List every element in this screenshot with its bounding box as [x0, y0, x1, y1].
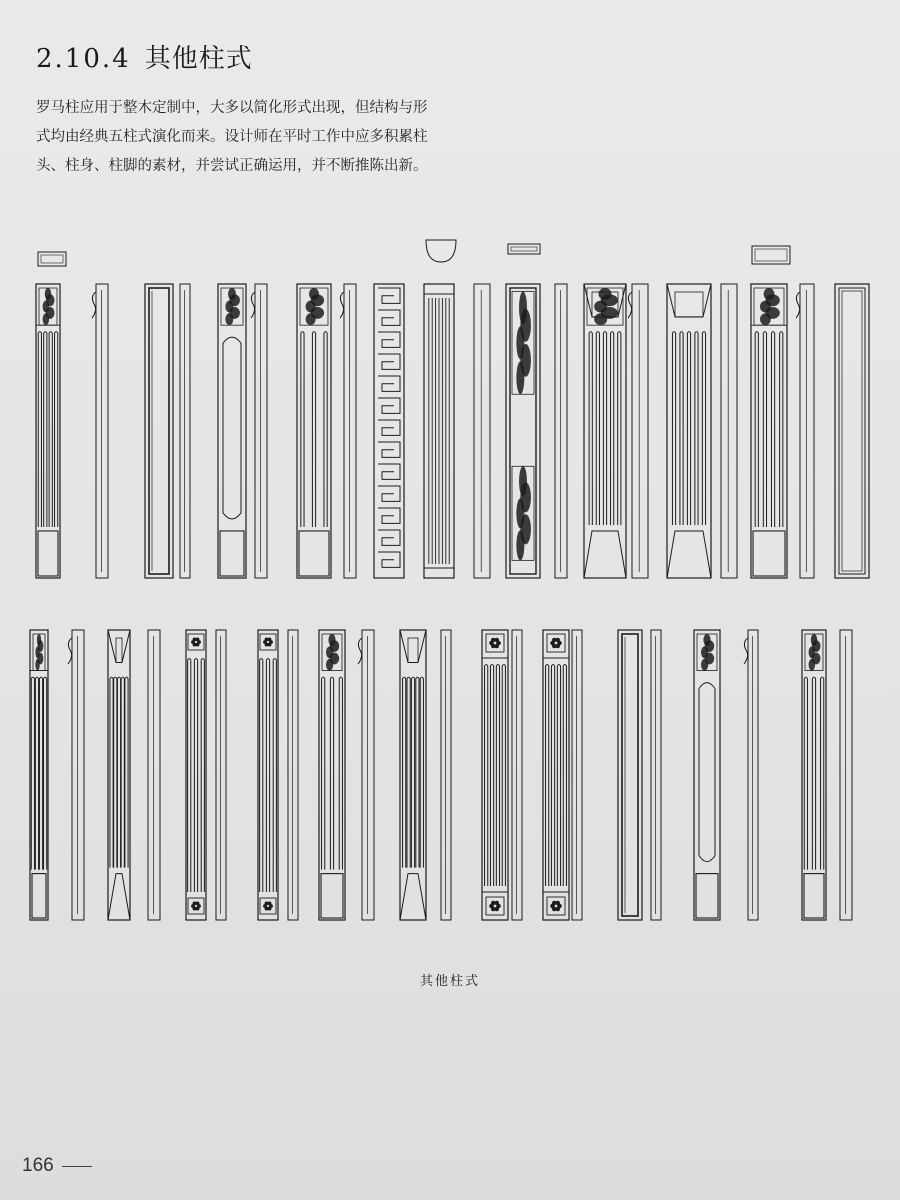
- plan-view: [38, 252, 66, 266]
- flute: [31, 677, 34, 870]
- petal: [495, 901, 499, 905]
- key-segment: [378, 464, 400, 479]
- leaf-mark: [701, 659, 708, 671]
- flute: [260, 659, 263, 893]
- profile-outline: [474, 284, 490, 578]
- flute: [114, 677, 117, 868]
- side-profile: [92, 284, 108, 578]
- top-row-columns: [36, 240, 869, 578]
- column-drawing: [543, 630, 569, 920]
- flutes: [589, 332, 621, 525]
- plinth: [220, 531, 244, 576]
- column-outline: [319, 630, 345, 920]
- flutes: [672, 332, 705, 525]
- carved-ornament: [754, 288, 784, 325]
- side-profile: [474, 284, 490, 578]
- side-profile: [628, 284, 648, 578]
- flute: [110, 677, 113, 868]
- plinth: [38, 531, 58, 576]
- scroll-profile: [628, 292, 632, 318]
- square-block: [408, 638, 418, 662]
- plinth: [32, 874, 46, 918]
- flutes: [301, 332, 327, 527]
- flute: [38, 332, 41, 527]
- leaf-mark: [516, 530, 524, 560]
- intro-line: 头、柱身、柱脚的素材，并尝试正确运用，并不断推陈出新。: [36, 158, 428, 174]
- rosette-frame: [486, 634, 504, 652]
- flute: [812, 677, 815, 870]
- column-drawing: [36, 284, 60, 578]
- column-outline: [694, 630, 720, 920]
- inner-frame-2: [842, 291, 862, 571]
- section-title: 其他柱式: [144, 44, 253, 74]
- flute: [273, 659, 276, 893]
- plan-view-half-round: [426, 240, 456, 262]
- column-drawing: [218, 284, 246, 578]
- side-profile: [68, 630, 84, 920]
- profile-outline: [748, 630, 758, 920]
- rosette-frame: [188, 898, 204, 914]
- flute: [324, 332, 327, 527]
- petal: [556, 901, 560, 905]
- flute: [301, 332, 304, 527]
- side-profile: [340, 284, 356, 578]
- side-profile: [572, 630, 582, 920]
- plinth: [299, 531, 329, 576]
- profile-outline: [216, 630, 226, 920]
- flute: [680, 332, 683, 525]
- side-profile: [744, 630, 758, 920]
- inner-frame: [839, 288, 865, 574]
- profile-outline: [344, 284, 356, 578]
- column-drawing: [297, 284, 331, 578]
- flute: [695, 332, 698, 525]
- scroll-profile: [358, 638, 362, 664]
- flute: [55, 332, 58, 527]
- column-outline: [835, 284, 869, 578]
- flute: [502, 665, 505, 887]
- leaf-mark: [306, 313, 316, 325]
- flute: [496, 665, 499, 887]
- flute: [403, 677, 406, 868]
- carved-ornament: [221, 288, 243, 325]
- flute: [771, 332, 774, 527]
- scroll-profile: [68, 638, 72, 664]
- flute: [589, 332, 592, 525]
- flute: [194, 659, 197, 893]
- column-outline: [297, 284, 331, 578]
- key-segment: [378, 420, 400, 435]
- column-outline: [482, 630, 508, 920]
- profile-outline: [362, 630, 374, 920]
- page-footer: [22, 1155, 92, 1177]
- column-drawing: [319, 630, 345, 920]
- leaf-mark: [594, 313, 607, 325]
- intro-paragraph: [36, 94, 476, 181]
- plan-view-inner: [511, 247, 537, 251]
- column-drawing: [424, 284, 454, 578]
- flute: [330, 677, 333, 870]
- profile-outline: [632, 284, 648, 578]
- flute: [35, 677, 38, 870]
- key-segment: [378, 508, 400, 523]
- column-outline: [36, 284, 60, 578]
- flute: [551, 665, 554, 887]
- key-segment: [378, 376, 400, 391]
- rosette-ornament: [188, 898, 204, 914]
- profile-outline: [255, 284, 267, 578]
- flutes: [260, 659, 277, 893]
- rosette-ornament: [260, 898, 276, 914]
- elongated-panel: [699, 683, 715, 862]
- plinth: [804, 874, 824, 918]
- carved-ornament: [512, 291, 534, 394]
- greek-key-pattern: [378, 288, 400, 567]
- carved-ornament: [512, 466, 534, 560]
- inner-panel: [622, 634, 638, 916]
- rosette-frame: [547, 897, 565, 915]
- carved-ornament: [322, 634, 342, 671]
- scroll-profile: [251, 292, 255, 318]
- flutes: [188, 659, 205, 893]
- flute: [490, 665, 493, 887]
- square-block: [116, 638, 122, 662]
- flute: [702, 332, 705, 525]
- rosette-frame: [260, 898, 276, 914]
- profile-outline: [840, 630, 852, 920]
- column-outline: [543, 630, 569, 920]
- bevel-top: [400, 630, 426, 662]
- leaf-mark: [809, 659, 815, 671]
- petal: [196, 637, 200, 641]
- flute: [117, 677, 120, 868]
- key-segment: [378, 288, 400, 303]
- column-drawing: [400, 630, 426, 920]
- column-drawings-figure: [0, 230, 900, 950]
- flutes: [546, 665, 567, 887]
- flute: [618, 332, 621, 525]
- flute: [312, 332, 315, 527]
- flutes: [322, 677, 343, 870]
- profile-outline: [148, 630, 160, 920]
- plinth: [321, 874, 343, 918]
- side-profile: [216, 630, 226, 920]
- scroll-profile: [744, 638, 748, 664]
- petal: [556, 638, 560, 642]
- key-segment: [378, 332, 400, 347]
- column-outline: [802, 630, 826, 920]
- column-outline: [258, 630, 278, 920]
- bevel-base: [667, 531, 711, 578]
- column-outline: [400, 630, 426, 920]
- column-drawing: [802, 630, 826, 920]
- rosette-frame: [486, 897, 504, 915]
- carved-ornament: [300, 288, 328, 325]
- flute: [121, 677, 124, 868]
- profile-outline: [96, 284, 108, 578]
- column-outline: [186, 630, 206, 920]
- flute: [485, 665, 488, 887]
- column-drawing: [145, 284, 173, 578]
- key-segment: [378, 310, 400, 325]
- profile-outline: [651, 630, 661, 920]
- column-drawing: [258, 630, 278, 920]
- flutes: [804, 677, 824, 870]
- carved-ornament: [587, 288, 623, 325]
- bevel-top: [667, 284, 711, 317]
- column-drawing: [482, 630, 508, 920]
- column-drawing: [751, 284, 787, 578]
- profile-outline: [721, 284, 737, 578]
- flute: [266, 659, 269, 893]
- side-profile: [441, 630, 451, 920]
- flute: [563, 665, 566, 887]
- column-drawing: [30, 630, 48, 920]
- profile-outline: [288, 630, 298, 920]
- flute: [687, 332, 690, 525]
- side-profile: [651, 630, 661, 920]
- flute: [763, 332, 766, 527]
- flutes: [429, 298, 449, 564]
- carved-ornament: [39, 288, 57, 325]
- flute: [44, 677, 47, 870]
- figure-caption: 其他柱式: [419, 974, 480, 989]
- key-segment: [378, 552, 400, 567]
- profile-outline: [572, 630, 582, 920]
- column-drawing: [108, 630, 130, 920]
- intro-line: 罗马柱应用于整木定制中，大多以简化形式出现，但结构与形: [36, 100, 428, 116]
- section-heading: [36, 38, 253, 75]
- flute: [596, 332, 599, 525]
- scroll-profile: [340, 292, 344, 318]
- column-drawing: [835, 284, 869, 578]
- side-profile: [358, 630, 374, 920]
- side-profile: [251, 284, 267, 578]
- column-drawing: [374, 284, 404, 578]
- rosette-frame: [260, 634, 276, 650]
- rosette-ornament: [486, 634, 504, 652]
- flute: [322, 677, 325, 870]
- key-segment: [378, 442, 400, 457]
- column-outline: [751, 284, 787, 578]
- flute: [611, 332, 614, 525]
- leaf-mark: [760, 313, 771, 325]
- profile-outline: [180, 284, 190, 578]
- flute: [188, 659, 191, 893]
- leaf-mark: [516, 361, 524, 394]
- flute: [49, 332, 52, 527]
- profile-outline: [555, 284, 567, 578]
- flute: [755, 332, 758, 527]
- side-profile: [512, 630, 522, 920]
- petal: [268, 901, 272, 905]
- flute: [780, 332, 783, 527]
- flute: [420, 677, 423, 868]
- column-drawing: [506, 284, 540, 578]
- column-drawing: [186, 630, 206, 920]
- side-profile: [840, 630, 852, 920]
- petal: [268, 637, 272, 641]
- plan-view-inner: [41, 255, 63, 263]
- flutes: [403, 677, 424, 868]
- side-profile: [288, 630, 298, 920]
- key-segment: [378, 530, 400, 545]
- flutes: [110, 677, 128, 868]
- intro-line: 式均由经典五柱式演化而来。设计师在平时工作中应多积累柱: [36, 129, 428, 145]
- petal: [495, 638, 499, 642]
- plan-view: [508, 244, 540, 254]
- bevel-base: [584, 531, 626, 578]
- elongated-panel: [223, 337, 241, 519]
- column-outline: [667, 284, 711, 578]
- profile-outline: [512, 630, 522, 920]
- leaf-mark: [225, 313, 233, 325]
- rosette-ornament: [547, 897, 565, 915]
- key-segment: [378, 354, 400, 369]
- carved-ornament: [33, 634, 45, 671]
- rosette-ornament: [547, 634, 565, 652]
- rosette-frame: [188, 634, 204, 650]
- section-number: 2.10.4: [36, 44, 131, 74]
- footer-rule: [62, 1166, 92, 1167]
- plinth: [696, 874, 718, 918]
- page-number: 166: [22, 1155, 54, 1176]
- flute: [821, 677, 824, 870]
- flutes: [38, 332, 58, 527]
- flutes: [485, 665, 506, 887]
- flute: [339, 677, 342, 870]
- scroll-profile: [796, 292, 800, 318]
- scroll-profile: [92, 292, 96, 318]
- plan-view-inner: [755, 249, 787, 261]
- side-profile: [796, 284, 814, 578]
- flute: [672, 332, 675, 525]
- rosette-frame: [547, 634, 565, 652]
- column-drawing: [667, 284, 711, 578]
- side-profile: [148, 630, 160, 920]
- flute: [804, 677, 807, 870]
- flute: [416, 677, 419, 868]
- column-outline: [108, 630, 130, 920]
- carved-ornament: [805, 634, 823, 671]
- bevel-top: [108, 630, 130, 662]
- flute: [546, 665, 549, 887]
- side-profile: [721, 284, 737, 578]
- column-outline: [218, 284, 246, 578]
- leaf-mark: [43, 313, 49, 325]
- rosette-ornament: [260, 634, 276, 650]
- flute: [557, 665, 560, 887]
- profile-outline: [441, 630, 451, 920]
- profile-outline: [800, 284, 814, 578]
- rosette-ornament: [188, 634, 204, 650]
- column-outline: [584, 284, 626, 578]
- column-drawing: [618, 630, 642, 920]
- flute: [125, 677, 128, 868]
- petal: [196, 901, 200, 905]
- leaf-mark: [35, 659, 39, 671]
- flute: [201, 659, 204, 893]
- carved-ornament: [697, 634, 717, 671]
- flute: [603, 332, 606, 525]
- side-profile: [180, 284, 190, 578]
- profile-outline: [72, 630, 84, 920]
- plinth: [753, 531, 785, 576]
- flutes: [755, 332, 783, 527]
- key-segment: [378, 398, 400, 413]
- flutes: [31, 677, 46, 870]
- column-drawing: [584, 284, 626, 578]
- flute: [411, 677, 414, 868]
- column-drawing: [694, 630, 720, 920]
- leaf-mark: [326, 659, 333, 671]
- bottom-row-columns: [30, 630, 852, 920]
- flute: [44, 332, 47, 527]
- side-profile: [555, 284, 567, 578]
- key-segment: [378, 486, 400, 501]
- flute: [39, 677, 42, 870]
- flute: [407, 677, 410, 868]
- square-block: [675, 292, 703, 317]
- rosette-ornament: [486, 897, 504, 915]
- bevel-base: [108, 874, 130, 920]
- bevel-base: [400, 874, 426, 920]
